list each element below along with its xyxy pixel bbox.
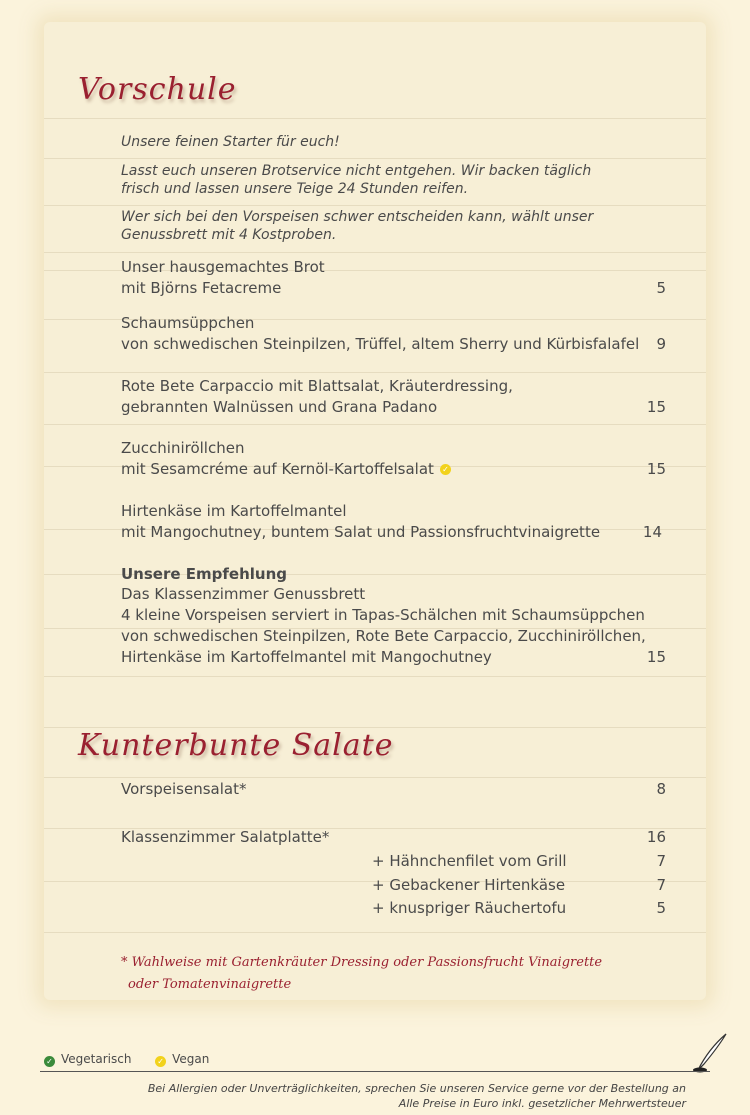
recommendation-price: 15 <box>646 648 666 666</box>
intro-line: Unsere feinen Starter für euch! <box>121 134 340 150</box>
intro-line: frisch und lassen unsere Teige 24 Stunden reifen. <box>121 181 469 197</box>
salad-item-price: 16 <box>646 828 666 846</box>
salad-item-name: Klassenzimmer Salatplatte* <box>121 828 330 846</box>
recommendation-line: von schwedischen Steinpilzen, Rote Bete Carpaccio, Zucchiniröllchen, <box>121 627 646 645</box>
addon-name: + knuspriger Räuchertofu <box>372 899 567 917</box>
menu-item-price: 9 <box>656 335 666 353</box>
rule-line <box>44 372 706 373</box>
allergy-notice: Bei Allergien oder Unverträglichkeiten, sprechen Sie unseren Service gerne vor der Bestellung an <box>147 1082 686 1095</box>
rule-line <box>44 676 706 677</box>
addon-price: 7 <box>656 852 666 870</box>
intro-line: Genussbrett mit 4 Kostproben. <box>121 227 337 243</box>
vegan-badge-icon: ✓ <box>440 464 451 475</box>
rule-line <box>44 118 706 119</box>
price-notice: Alle Preise in Euro inkl. gesetzlicher Mehrwertsteuer <box>398 1097 686 1110</box>
salad-footnote: * Wahlweise mit Gartenkräuter Dressing oder Passionsfrucht Vinaigrette <box>121 955 603 970</box>
menu-item-description-text: mit Sesamcréme auf Kernöl-Kartoffelsalat <box>121 460 434 478</box>
rule-line <box>44 158 706 159</box>
salad-footnote: oder Tomatenvinaigrette <box>128 977 292 992</box>
menu-item-price: 15 <box>646 460 666 478</box>
menu-item-description: mit Mangochutney, buntem Salat und Passionsfruchtvinaigrette <box>121 523 601 541</box>
rule-line <box>44 424 706 425</box>
addon-price: 5 <box>656 899 666 917</box>
rule-line <box>44 205 706 206</box>
quill-icon <box>690 1030 730 1074</box>
section-title-salate: Kunterbunte Salate <box>78 728 394 763</box>
menu-item-description: gebrannten Walnüssen und Grana Padano <box>121 398 438 416</box>
intro-line: Wer sich bei den Vorspeisen schwer entscheiden kann, wählt unser <box>121 209 594 225</box>
menu-item-name: Unser hausgemachtes Brot <box>121 258 325 276</box>
rule-line <box>44 932 706 933</box>
vegan-icon: ✓ <box>155 1056 166 1067</box>
rule-line <box>44 252 706 253</box>
menu-item-price: 15 <box>646 398 666 416</box>
menu-item-name: Schaumsüppchen <box>121 314 255 332</box>
vegetarian-label: Vegetarisch <box>61 1052 132 1066</box>
section-title-vorschule: Vorschule <box>78 72 237 107</box>
menu-item-name: Zucchiniröllchen <box>121 439 245 457</box>
menu-item-price: 5 <box>656 279 666 297</box>
menu-item-description: mit Björns Fetacreme <box>121 279 282 297</box>
recommendation-label: Unsere Empfehlung <box>121 565 287 583</box>
vegetarian-icon: ✓ <box>44 1056 55 1067</box>
recommendation-line: 4 kleine Vorspeisen serviert in Tapas-Schälchen mit Schaumsüppchen <box>121 606 645 624</box>
menu-item-price: 14 <box>642 523 662 541</box>
diet-legend <box>44 1052 209 1067</box>
menu-item-name: Rote Bete Carpaccio mit Blattsalat, Kräuterdressing, <box>121 377 513 395</box>
addon-price: 7 <box>656 876 666 894</box>
salad-item-price: 8 <box>656 780 666 798</box>
addon-name: + Gebackener Hirtenkäse <box>372 876 566 894</box>
vegan-label: Vegan <box>172 1052 210 1066</box>
intro-line: Lasst euch unseren Brotservice nicht entgehen. Wir backen täglich <box>121 163 592 179</box>
recommendation-line: Das Klassenzimmer Genussbrett <box>121 585 366 603</box>
menu-item-description: von schwedischen Steinpilzen, Trüffel, altem Sherry und Kürbisfalafel <box>121 335 640 353</box>
menu-item-description <box>121 460 451 479</box>
rule-line <box>44 777 706 778</box>
salad-item-name: Vorspeisensalat* <box>121 780 247 798</box>
footer-divider <box>40 1071 710 1072</box>
menu-item-name: Hirtenkäse im Kartoffelmantel <box>121 502 347 520</box>
addon-name: + Hähnchenfilet vom Grill <box>372 852 567 870</box>
recommendation-line: Hirtenkäse im Kartoffelmantel mit Mangochutney <box>121 648 492 666</box>
